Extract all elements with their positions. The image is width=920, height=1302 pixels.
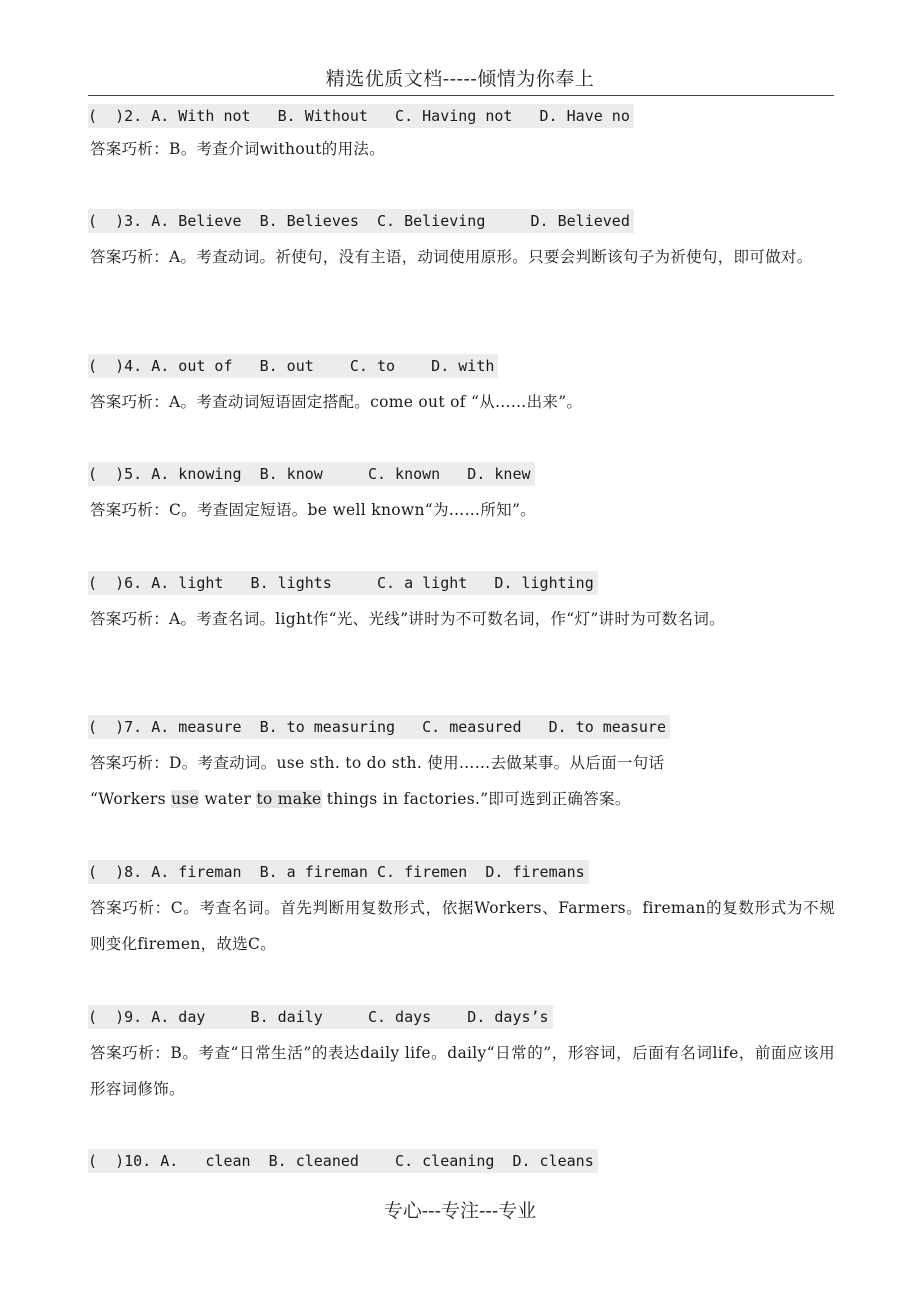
question-10-line: ( )10. A. clean B. cleaned C. cleaning D. cleans (88, 1149, 598, 1173)
answer-4: 答案巧析：A。考查动词短语固定搭配。come out of “从……出来”。 (90, 393, 583, 411)
answer-7-mid: water (199, 790, 257, 808)
answer-5: 答案巧析：C。考查固定短语。be well known“为……所知”。 (90, 501, 536, 519)
answer-7-part1: 答案巧析：D。考查动词。use sth. to do sth. 使用……去做某事。从后面一句话 (90, 754, 665, 772)
question-6-line: ( )6. A. light B. lights C. a light D. lighting (88, 571, 598, 595)
answer-7-highlight-to-make: to make (256, 790, 322, 808)
answer-7-highlight-use: use (171, 790, 200, 808)
question-7-line: ( )7. A. measure B. to measuring C. measured D. to measure (88, 715, 670, 739)
header-rule (88, 95, 834, 96)
answer-6: 答案巧析：A。考查名词。light作“光、光线”讲时为不可数名词，作“灯”讲时为可数名词。 (90, 610, 725, 628)
question-3-line: ( )3. A. Believe B. Believes C. Believing D. Believed (88, 209, 634, 233)
answer-8: 答案巧析：C。考查名词。首先判断用复数形式，依据Workers、Farmers。fireman的复数形式为不规则变化firemen，故选C。 (90, 899, 835, 953)
answer-9: 答案巧析：B。考查“日常生活”的表达daily life。daily“日常的”，形容词，后面有名词life，前面应该用形容词修饰。 (90, 1044, 835, 1098)
question-2-line: ( )2. A. With not B. Without C. Having not D. Have no (88, 104, 634, 128)
answer-7-quote-open: “Workers (90, 790, 172, 808)
page-header: 精选优质文档-----倾情为你奉上 (325, 68, 595, 90)
answer-7 (90, 745, 835, 817)
answer-2: 答案巧析：B。考查介词without的用法。 (90, 140, 385, 158)
question-8-line: ( )8. A. fireman B. a fireman C. firemen D. firemans (88, 860, 589, 884)
question-5-line: ( )5. A. knowing B. know C. known D. knew (88, 462, 535, 486)
question-4-line: ( )4. A. out of B. out C. to D. with (88, 354, 498, 378)
answer-7-quote-close: things in factories.”即可选到正确答案。 (321, 790, 631, 808)
question-9-line: ( )9. A. day B. daily C. days D. days’s (88, 1005, 553, 1029)
answer-3: 答案巧析：A。考查动词。祈使句，没有主语，动词使用原形。只要会判断该句子为祈使句，即可做对。 (90, 248, 813, 266)
page-footer: 专心---专注---专业 (383, 1200, 537, 1222)
